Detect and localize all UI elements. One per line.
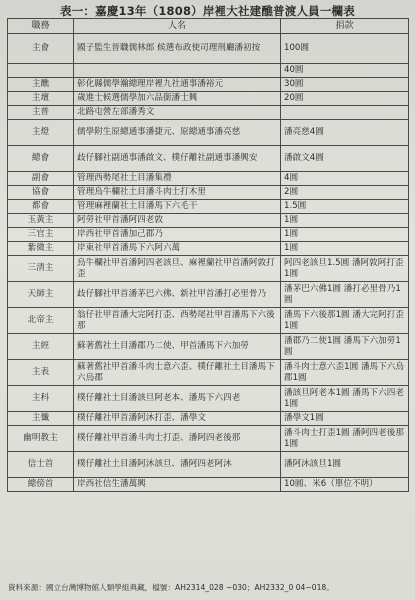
table-row (8, 386, 409, 412)
donors-cell: 樸仔離社甲首潘阿沐打歪、潘學文 (74, 412, 281, 426)
role-cell: 幽明教主 (8, 426, 74, 452)
table-row (8, 120, 409, 146)
donors-cell: 岸西社甲首潘加己郡乃 (74, 228, 281, 242)
table-caption: 表一：嘉慶13年（1808）岸裡大社建醮普渡人員一欄表 (60, 4, 355, 18)
amount-cell: 30圓 (281, 78, 409, 92)
donors-cell: 管理烏牛欄社土目潘斗肉士打木里 (74, 186, 281, 200)
donors-cell: 岸東社甲首潘馬下六阿六萬 (74, 242, 281, 256)
role-cell: 紫微主 (8, 242, 74, 256)
role-cell: 主燈 (8, 120, 74, 146)
amount-cell: 100圓 (281, 34, 409, 64)
amount-cell: 潘學文1圓 (281, 412, 409, 426)
donors-cell: 歧仔腳社甲首潘茅巴六佛、新社甲首潘打必里骨乃 (74, 282, 281, 308)
amount-cell: 1.5圓 (281, 200, 409, 214)
donors-cell: 蘇著舊社甲首潘斗肉士意六歪、樸仔離社土目潘馬下六烏郡 (74, 360, 281, 386)
column-header-donors: 人名 (74, 19, 281, 34)
role-cell: 總傍首 (8, 478, 74, 492)
table-row (8, 34, 409, 64)
donors-cell (74, 64, 281, 78)
role-cell: 副會 (8, 172, 74, 186)
amount-cell: 20圓 (281, 92, 409, 106)
role-cell: 主經 (8, 334, 74, 360)
amount-cell (281, 106, 409, 120)
table-row (8, 214, 409, 228)
donors-cell: 樸仔離社甲首潘斗肉士打歪、潘阿四老後那 (74, 426, 281, 452)
table-row (8, 412, 409, 426)
amount-cell: 潘馬下六後那1圓 潘大完阿打歪1圓 (281, 308, 409, 334)
amount-cell: 潘斗肉士意六歪1圓 潘馬下六烏郡1圓 (281, 360, 409, 386)
donors-cell: 阿勞社甲首潘阿四老敦 (74, 214, 281, 228)
donors-cell: 儒學附生原總通事潘捷元、原總通事潘亮慈 (74, 120, 281, 146)
donors-cell: 樸仔離社土目潘阿沐該旦、潘阿四老阿沐 (74, 452, 281, 478)
table-row (8, 256, 409, 282)
table-row (8, 146, 409, 172)
role-cell: 信士首 (8, 452, 74, 478)
donors-cell: 歧仔腳社副通事潘啟文、樸仔離社副通事潘興安 (74, 146, 281, 172)
table-row (8, 452, 409, 478)
table-row (8, 64, 409, 78)
table-row (8, 106, 409, 120)
table-body (8, 34, 409, 492)
role-cell: 主科 (8, 386, 74, 412)
table-row (8, 78, 409, 92)
role-cell: 玉黃主 (8, 214, 74, 228)
table-row (8, 186, 409, 200)
donors-cell: 蘇著舊社土目潘郡乃二使、甲首潘馬下六加勞 (74, 334, 281, 360)
amount-cell: 潘郡乃二使1圓 潘馬下六加勞1圓 (281, 334, 409, 360)
amount-cell: 潘啟文4圓 (281, 146, 409, 172)
role-cell: 主普 (8, 106, 74, 120)
amount-cell: 潘茅巴六佛1圓 潘打必里骨乃1圓 (281, 282, 409, 308)
donors-cell: 翁仔社甲首潘大完阿打歪、西勢尾社甲首潘馬下六後那 (74, 308, 281, 334)
column-header-role: 職務 (8, 19, 74, 34)
donors-cell: 岸西社信生潘萬興 (74, 478, 281, 492)
donors-cell: 彰化縣儒學瀚總理岸裡九社通事潘裕元 (74, 78, 281, 92)
donors-cell: 管理西勢尾社土目潘集禮 (74, 172, 281, 186)
table-row (8, 334, 409, 360)
role-cell: 三官主 (8, 228, 74, 242)
role-cell: 主懺 (8, 412, 74, 426)
table-row (8, 242, 409, 256)
donors-cell: 國子監生晉職儒林郎 候選布政使司理刑廳潘初按 (74, 34, 281, 64)
donors-cell: 歲進士候選儒學加六品銜潘士興 (74, 92, 281, 106)
table-row (8, 426, 409, 452)
personnel-table (7, 18, 409, 492)
amount-cell: 1圓 (281, 214, 409, 228)
donors-cell: 管理麻裡蘭社土目潘馬下六毛干 (74, 200, 281, 214)
role-cell: 三清主 (8, 256, 74, 282)
role-cell: 協會 (8, 186, 74, 200)
amount-cell: 潘該旦阿老本1圓 潘馬下六四老1圓 (281, 386, 409, 412)
role-cell: 總會 (8, 146, 74, 172)
donors-cell: 樸仔離社土目潘該旦阿老本、潘馬下六四老 (74, 386, 281, 412)
source-note: 資料來源：國立台灣博物館人類學組典藏，檔號：AH2314_028 ~030；AH2332_0 04~018。 (8, 583, 334, 592)
amount-cell: 2圓 (281, 186, 409, 200)
table-row (8, 92, 409, 106)
table-row (8, 282, 409, 308)
amount-cell: 10圓、米6（單位不明） (281, 478, 409, 492)
amount-cell: 40圓 (281, 64, 409, 78)
amount-cell: 潘斗肉士打歪1圓 潘阿四老後那1圓 (281, 426, 409, 452)
role-cell: 北帝主 (8, 308, 74, 334)
role-cell (8, 64, 74, 78)
amount-cell: 4圓 (281, 172, 409, 186)
table-row (8, 228, 409, 242)
donors-cell: 烏牛欄社甲首潘阿四老該旦、麻裡蘭社甲首潘阿敦打歪 (74, 256, 281, 282)
table-row (8, 360, 409, 386)
role-cell: 天師主 (8, 282, 74, 308)
table-header-row (8, 19, 409, 34)
donors-cell: 北路屯營左部潘秀文 (74, 106, 281, 120)
amount-cell: 1圓 (281, 228, 409, 242)
table-row (8, 172, 409, 186)
role-cell: 主醮 (8, 78, 74, 92)
role-cell: 主表 (8, 360, 74, 386)
table-row (8, 478, 409, 492)
amount-cell: 潘亮慈4圓 (281, 120, 409, 146)
role-cell: 主會 (8, 34, 74, 64)
column-header-amount: 捐款 (281, 19, 409, 34)
role-cell: 主壇 (8, 92, 74, 106)
table-row (8, 200, 409, 214)
table-row (8, 308, 409, 334)
role-cell: 都會 (8, 200, 74, 214)
amount-cell: 1圓 (281, 242, 409, 256)
amount-cell: 阿四老該旦1.5圓 潘阿敦阿打歪1圓 (281, 256, 409, 282)
amount-cell: 潘阿沐該旦1圓 (281, 452, 409, 478)
